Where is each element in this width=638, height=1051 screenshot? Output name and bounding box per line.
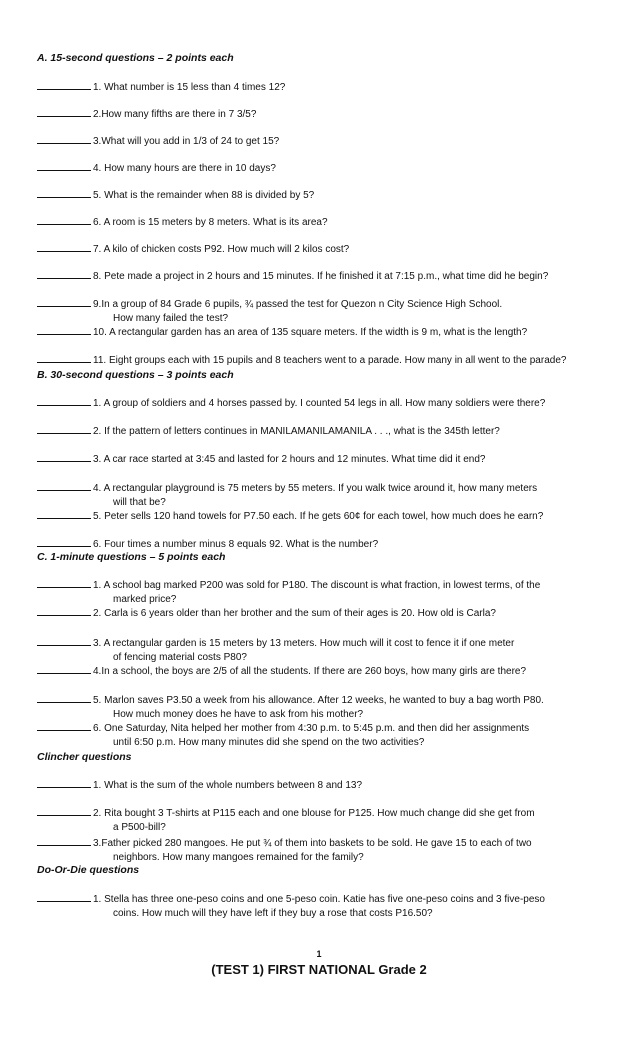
answer-blank[interactable] xyxy=(37,836,91,846)
document-title: (TEST 1) FIRST NATIONAL Grade 2 xyxy=(211,962,427,977)
answer-blank[interactable] xyxy=(37,424,91,434)
do-or-die-title: Do-Or-Die questions xyxy=(37,864,140,876)
answer-blank[interactable] xyxy=(37,325,91,335)
section-a-title: A. 15-second questions – 2 points each xyxy=(37,52,234,64)
question-c5: 5. Marlon saves P3.50 a week from his allowance. After 12 weeks, he wanted to buy a bag worth P80. How much money does he have to ask from his mother? xyxy=(37,693,617,722)
answer-blank[interactable] xyxy=(37,721,91,731)
answer-blank[interactable] xyxy=(37,396,91,406)
answer-blank[interactable] xyxy=(37,269,91,279)
answer-blank[interactable] xyxy=(37,693,91,703)
clincher-title: Clincher questions xyxy=(37,751,132,763)
answer-blank[interactable] xyxy=(37,297,91,307)
question-b6: 6. Four times a number minus 8 equals 92. What is the number? xyxy=(37,537,617,552)
question-a3: 3.What will you add in 1/3 of 24 to get 15? xyxy=(37,134,617,149)
question-c2: 2. Carla is 6 years older than her brother and the sum of their ages is 20. How old is Carla? xyxy=(37,606,617,621)
question-b4: 4. A rectangular playground is 75 meters by 55 meters. If you walk twice around it, how many meters will that be? xyxy=(37,481,617,510)
page-number: 1 xyxy=(316,949,322,959)
question-b3: 3. A car race started at 3:45 and lasted for 2 hours and 12 minutes. What time did it end? xyxy=(37,452,617,467)
answer-blank[interactable] xyxy=(37,778,91,788)
question-b2: 2. If the pattern of letters continues in MANILAMANILAMANILA . . ., what is the 345th letter? xyxy=(37,424,617,439)
answer-blank[interactable] xyxy=(37,806,91,816)
question-a10: 10. A rectangular garden has an area of 135 square meters. If the width is 9 m, what is the length? xyxy=(37,325,617,340)
answer-blank[interactable] xyxy=(37,452,91,462)
question-c6: 6. One Saturday, Nita helped her mother from 4:30 p.m. to 5:45 p.m. and then did her assignments until 6:50 p.m. How many minutes did she spend on the two activities? xyxy=(37,721,617,750)
question-a9: 9.In a group of 84 Grade 6 pupils, ¾ passed the test for Quezon n City Science High School. How many failed the test? xyxy=(37,297,617,326)
question-c1: 1. A school bag marked P200 was sold for P180. The discount is what fraction, in lowest terms, of the marked price? xyxy=(37,578,617,607)
answer-blank[interactable] xyxy=(37,134,91,144)
question-a11: 11. Eight groups each with 15 pupils and 8 teachers went to a parade. How many in all went to the parade? xyxy=(37,353,617,368)
question-b1: 1. A group of soldiers and 4 horses passed by. I counted 54 legs in all. How many soldiers were there? xyxy=(37,396,617,411)
question-clincher1: 1. What is the sum of the whole numbers between 8 and 13? xyxy=(37,778,617,793)
question-a2: 2.How many fifths are there in 7 3/5? xyxy=(37,107,617,122)
answer-blank[interactable] xyxy=(37,215,91,225)
question-a5: 5. What is the remainder when 88 is divided by 5? xyxy=(37,188,617,203)
answer-blank[interactable] xyxy=(37,892,91,902)
question-clincher3: 3.Father picked 280 mangoes. He put ¾ of them into baskets to be sold. He gave 15 to each of two neighbors. How many mangoes remained for the family? xyxy=(37,836,617,865)
question-a4: 4. How many hours are there in 10 days? xyxy=(37,161,617,176)
question-b5: 5. Peter sells 120 hand towels for P7.50 each. If he gets 60¢ for each towel, how much does he earn? xyxy=(37,509,617,524)
answer-blank[interactable] xyxy=(37,578,91,588)
section-b-title: B. 30-second questions – 3 points each xyxy=(37,369,234,381)
answer-blank[interactable] xyxy=(37,107,91,117)
question-a7: 7. A kilo of chicken costs P92. How much will 2 kilos cost? xyxy=(37,242,617,257)
answer-blank[interactable] xyxy=(37,636,91,646)
question-clincher2: 2. Rita bought 3 T-shirts at P115 each and one blouse for P125. How much change did she get from a P500-bill? xyxy=(37,806,617,835)
answer-blank[interactable] xyxy=(37,242,91,252)
answer-blank[interactable] xyxy=(37,537,91,547)
question-a1: 1. What number is 15 less than 4 times 12? xyxy=(37,80,617,95)
answer-blank[interactable] xyxy=(37,188,91,198)
answer-blank[interactable] xyxy=(37,80,91,90)
answer-blank[interactable] xyxy=(37,353,91,363)
question-dod1: 1. Stella has three one-peso coins and one 5-peso coin. Katie has five one-peso coins and 3 five-peso coins. How much will they have left if they buy a rose that costs P16.50? xyxy=(37,892,617,921)
answer-blank[interactable] xyxy=(37,606,91,616)
question-c4: 4.In a school, the boys are 2/5 of all the students. If there are 260 boys, how many girls are there? xyxy=(37,664,617,679)
answer-blank[interactable] xyxy=(37,481,91,491)
question-a8: 8. Pete made a project in 2 hours and 15 minutes. If he finished it at 7:15 p.m., what time did he begin? xyxy=(37,269,617,284)
question-a6: 6. A room is 15 meters by 8 meters. What is its area? xyxy=(37,215,617,230)
answer-blank[interactable] xyxy=(37,161,91,171)
section-c-title: C. 1-minute questions – 5 points each xyxy=(37,551,226,563)
question-c3: 3. A rectangular garden is 15 meters by 13 meters. How much will it cost to fence it if one meter of fencing material costs P80? xyxy=(37,636,617,665)
answer-blank[interactable] xyxy=(37,509,91,519)
answer-blank[interactable] xyxy=(37,664,91,674)
